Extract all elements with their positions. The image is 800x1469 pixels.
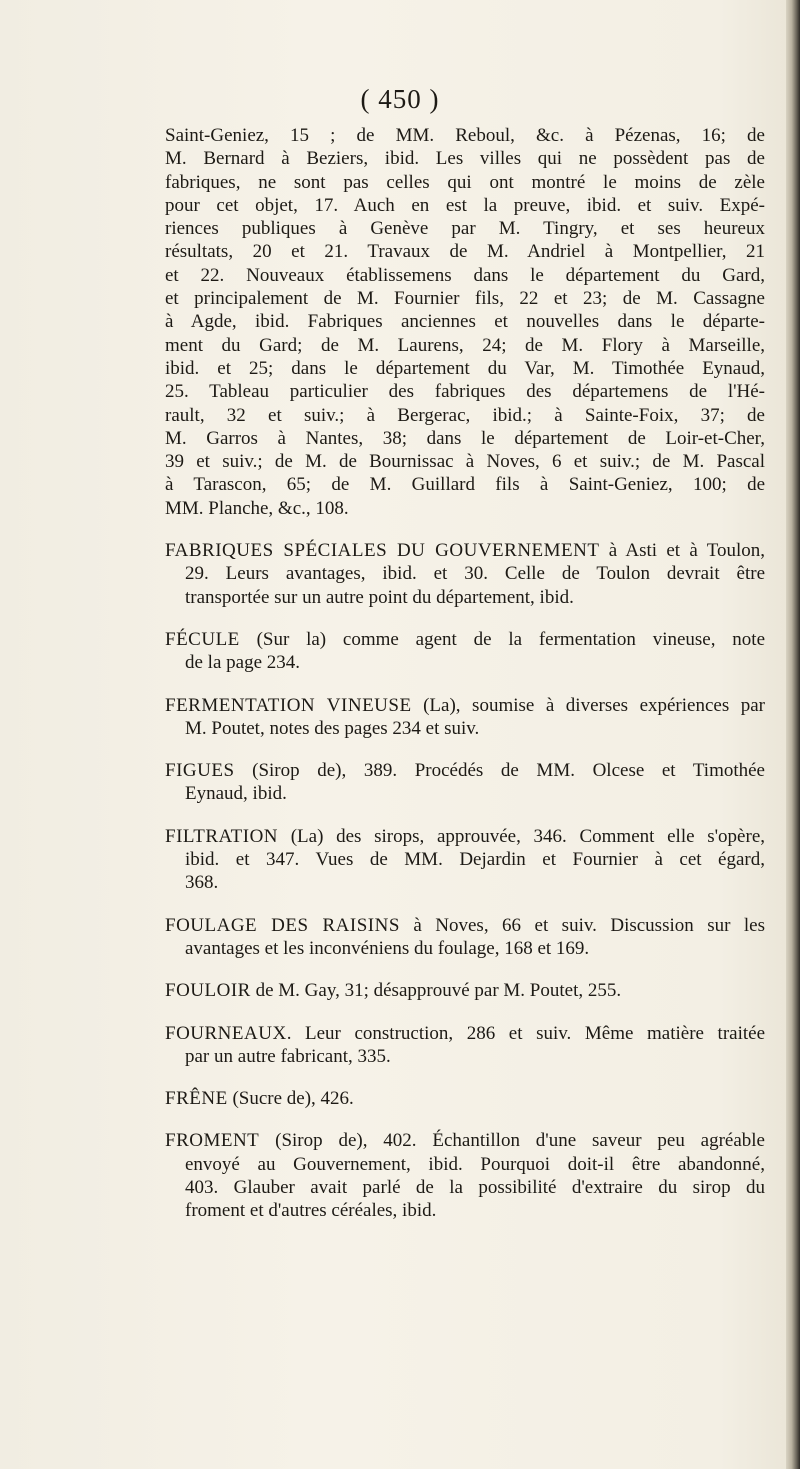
text-line: 25. Tableau particulier des fabriques des départemens de l'Hé- [165,381,765,403]
text-line: 29. Leurs avantages, ibid. et 30. Celle de Toulon devrait être [185,563,765,585]
text-line: résultats, 20 et 21. Travaux de M. Andriel à Montpellier, 21 [165,241,765,263]
text-line: ment du Gard; de M. Laurens, 24; de M. Flory à Marseille, [165,334,765,356]
index-entry-continuation [165,124,765,520]
text-line: FABRIQUES SPÉCIALES DU GOUVERNEMENT à Asti et à Toulon, [165,540,765,562]
index-entry-foulage [165,914,765,961]
entry-headword: FIGUES [165,760,235,782]
index-entry-fabriques-speciales [165,539,765,609]
text-line: avantages et les inconvéniens du foulage, 168 et 169. [185,937,590,959]
text-line: M. Bernard à Beziers, ibid. Les villes qui ne possèdent pas de [165,148,765,170]
index-entry-froment [165,1129,765,1222]
text-line: transportée sur un autre point du département, ibid. [185,586,574,608]
index-text [165,124,765,1242]
text-line: ibid. et 25; dans le département du Var, M. Timothée Eynaud, [165,357,765,379]
text-line: 368. [185,872,219,894]
text-line: par un autre fabricant, 335. [185,1045,391,1067]
text-line: à Tarascon, 65; de M. Guillard fils à Saint-Geniez, 100; de [165,474,765,496]
text-line: FOULOIR de M. Gay, 31; désapprouvé par M. Poutet, 255. [165,980,622,1002]
entry-headword: FILTRATION [165,825,279,847]
entry-headword: FOULOIR [165,980,251,1002]
text-line: ibid. et 347. Vues de MM. Dejardin et Fournier à cet égard, [185,849,765,871]
text-line: envoyé au Gouvernement, ibid. Pourquoi doit-il être abandonné, [185,1153,765,1175]
text-line: Saint-Geniez, 15 ; de MM. Reboul, &c. à Pézenas, 16; de [165,125,765,146]
index-entry-fermentation [165,694,765,741]
entry-headword: FABRIQUES SPÉCIALES DU GOUVERNEMENT [165,540,600,562]
text-line: et 22. Nouveaux établissemens dans le département du Gard, [165,264,765,286]
page-edge-shadow [786,0,800,1469]
text-line: FIGUES (Sirop de), 389. Procédés de MM. Olcese et Timothée [165,760,765,782]
text-line: de la page 234. [185,652,301,674]
page-number: ( 450 ) [360,84,440,114]
text-line: MM. Planche, &c., 108. [165,497,349,519]
entry-headword: FOURNEAUX [165,1022,287,1044]
text-line: M. Garros à Nantes, 38; dans le département de Loir-et-Cher, [165,427,765,449]
text-line: pour cet objet, 17. Auch en est la preuve, ibid. et suiv. Expé- [165,194,765,216]
index-entry-fecule [165,628,765,675]
index-entry-filtration [165,825,765,895]
index-entry-fourneaux [165,1022,765,1069]
text-line: FROMENT (Sirop de), 402. Échantillon d'une saveur peu agréable [165,1130,765,1152]
text-line: 403. Glauber avait parlé de la possibilité d'extraire du sirop du [185,1176,765,1198]
text-line: 39 et suiv.; de M. de Bournissac à Noves, 6 et suiv.; de M. Pascal [165,451,765,473]
text-line: FOULAGE DES RAISINS à Noves, 66 et suiv. Discussion sur les [165,914,765,936]
entry-headword: FRÊNE [165,1088,228,1110]
text-line: rault, 32 et suiv.; à Bergerac, ibid.; à Sainte-Foix, 37; de [165,404,765,426]
text-line: FERMENTATION VINEUSE (La), soumise à diverses expériences par [165,694,765,716]
text-line: et principalement de M. Fournier fils, 22 et 23; de M. Cassagne [165,288,765,310]
text-line: riences publiques à Genève par M. Tingry, et ses heureux [165,218,765,240]
text-line: froment et d'autres céréales, ibid. [185,1200,437,1222]
index-entry-fouloir [165,979,765,1002]
text-line: fabriques, ne sont pas celles qui ont montré le moins de zèle [165,171,765,193]
entry-headword: FÉCULE [165,628,240,650]
text-line: M. Poutet, notes des pages 234 et suiv. [185,717,480,739]
index-entry-figues [165,759,765,806]
text-line: FÉCULE (Sur la) comme agent de la fermentation vineuse, note [165,628,765,650]
text-line: Eynaud, ibid. [185,783,287,805]
text-line: FILTRATION (La) des sirops, approuvée, 346. Comment elle s'opère, [165,825,765,847]
entry-headword: FROMENT [165,1130,260,1152]
entry-headword: FOULAGE DES RAISINS [165,914,400,936]
text-line: à Agde, ibid. Fabriques anciennes et nouvelles dans le départe- [165,311,765,333]
index-entry-frene [165,1087,765,1110]
text-line: FRÊNE (Sucre de), 426. [165,1088,354,1110]
text-line: FOURNEAUX. Leur construction, 286 et suiv. Même matière traitée [165,1022,765,1044]
entry-headword: FERMENTATION VINEUSE [165,694,412,716]
